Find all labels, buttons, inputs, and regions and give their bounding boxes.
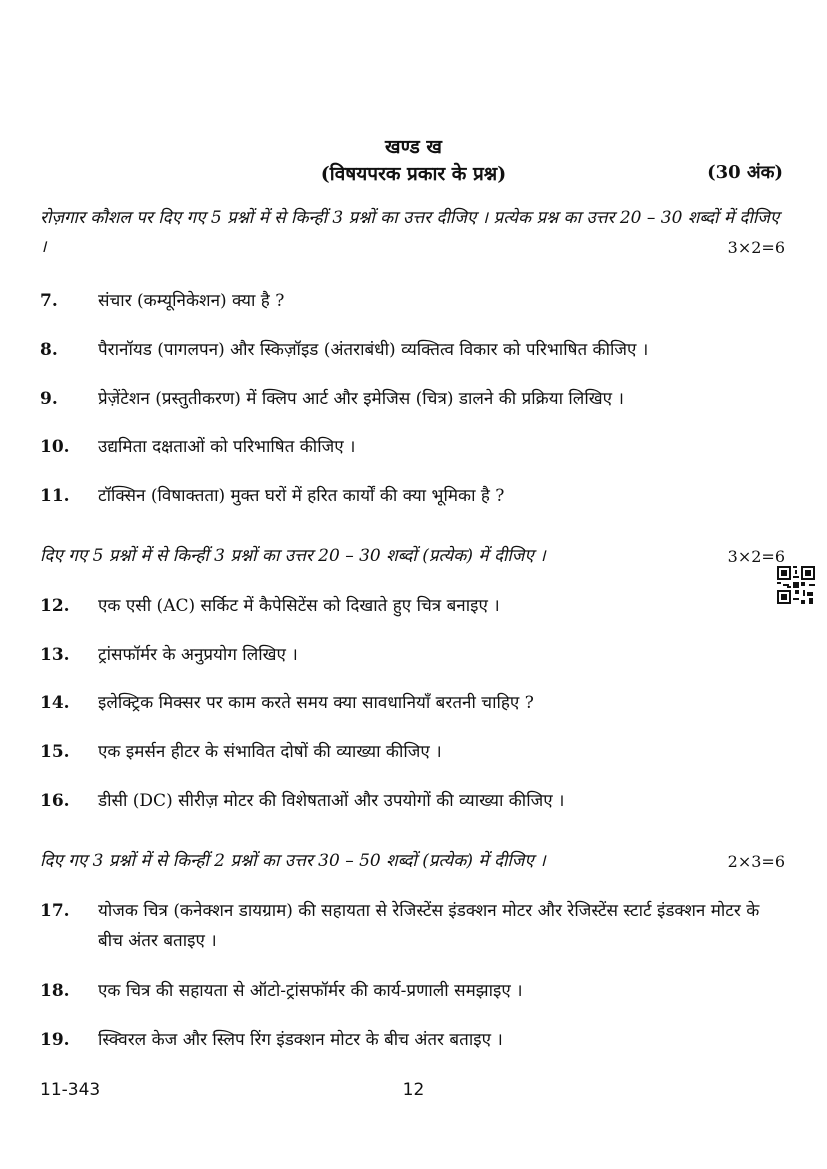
question-number: 14. (40, 693, 70, 713)
question-item (40, 591, 785, 621)
question-number: 18. (40, 981, 70, 1001)
question-item (40, 481, 785, 511)
question-text: टॉक्सिन (विषाक्तता) मुक्त घरों में हरित कार्यों की क्या भूमिका है ? (98, 486, 505, 506)
question-number: 7. (40, 291, 58, 311)
question-item (40, 737, 785, 767)
question-number: 11. (40, 486, 70, 506)
question-text: संचार (कम्यूनिकेशन) क्या है ? (98, 291, 285, 311)
group-2-instruction (40, 542, 785, 571)
page-number: 12 (402, 1080, 425, 1100)
question-number: 10. (40, 437, 70, 457)
question-item (40, 640, 785, 670)
question-text: स्क्विरल केज और स्लिप रिंग इंडक्शन मोटर के बीच अंतर बताइए । (98, 1030, 503, 1050)
question-text: प्रेज़ेंटेशन (प्रस्तुतीकरण) में क्लिप आर्ट और इमेजिस (चित्र) डालने की प्रक्रिया लिखिए । (98, 389, 624, 409)
marks-scheme: 3×2=6 (727, 547, 785, 566)
instruction-text: रोज़गार कौशल पर दिए गए 5 प्रश्नों में से किन्हीं 3 प्रश्नों का उत्तर दीजिए । प्रत्येक प्रश्न का उत्तर 20 – 30 शब्दों में दीजिए । (40, 208, 780, 257)
question-text: एक इमर्सन हीटर के संभावित दोषों की व्याख्या कीजिए । (98, 742, 442, 762)
question-item (40, 1025, 785, 1055)
question-item (40, 432, 785, 462)
question-item (40, 384, 785, 414)
question-item (40, 688, 785, 718)
question-text: ट्रांसफॉर्मर के अनुप्रयोग लिखिए । (98, 645, 298, 665)
question-number: 17. (40, 901, 70, 921)
group-1-instruction (40, 204, 785, 262)
marks-scheme: 3×2=6 (727, 238, 785, 257)
question-item (40, 286, 785, 316)
question-item (40, 786, 785, 816)
question-number: 12. (40, 596, 70, 616)
question-number: 19. (40, 1030, 70, 1050)
question-item (40, 896, 785, 956)
question-number: 9. (40, 389, 58, 409)
question-text: एक चित्र की सहायता से ऑटो-ट्रांसफॉर्मर की कार्य-प्रणाली समझाइए । (98, 981, 523, 1001)
paper-code: 11-343 (40, 1080, 101, 1100)
section-marks: (30 अंक) (707, 162, 783, 183)
question-item (40, 335, 785, 365)
section-subtitle: (विषयपरक प्रकार के प्रश्न) (320, 163, 507, 185)
question-number: 8. (40, 340, 58, 360)
question-text: डीसी (DC) सीरीज़ मोटर की विशेषताओं और उपयोगों की व्याख्या कीजिए । (98, 791, 565, 811)
marks-scheme: 2×3=6 (727, 852, 785, 871)
question-text: एक एसी (AC) सर्किट में कैपेसिटेंस को दिखाते हुए चित्र बनाइए । (98, 596, 500, 616)
question-text: पैरानॉयड (पागलपन) और स्किज़ॉइड (अंतराबंधी) व्यक्तित्व विकार को परिभाषित कीजिए । (98, 340, 649, 360)
question-text: उद्यमिता दक्षताओं को परिभाषित कीजिए । (98, 437, 356, 457)
instruction-text: दिए गए 5 प्रश्नों में से किन्हीं 3 प्रश्नों का उत्तर 20 – 30 शब्दों (प्रत्येक) में दीजिए । (40, 546, 546, 566)
instruction-text: दिए गए 3 प्रश्नों में से किन्हीं 2 प्रश्नों का उत्तर 30 – 50 शब्दों (प्रत्येक) में दीजिए । (40, 851, 546, 871)
question-number: 15. (40, 742, 70, 762)
group-3-instruction (40, 847, 785, 876)
question-number: 13. (40, 645, 70, 665)
question-text: योजक चित्र (कनेक्शन डायग्राम) की सहायता से रेजिस्टेंस इंडक्शन मोटर और रेजिस्टेंस स्टार्ट इंडक्शन मोटर के बीच अंतर बताइए । (98, 901, 760, 951)
question-item (40, 976, 785, 1006)
question-text: इलेक्ट्रिक मिक्सर पर काम करते समय क्या सावधानियाँ बरतनी चाहिए ? (98, 693, 534, 713)
question-number: 16. (40, 791, 70, 811)
section-title: खण्ड ख (385, 136, 442, 158)
